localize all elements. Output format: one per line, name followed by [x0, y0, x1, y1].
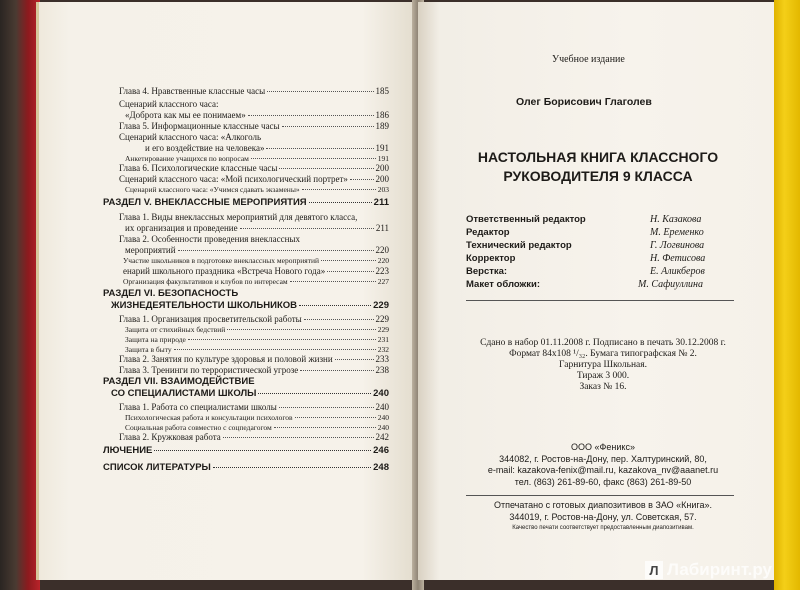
toc-entry: Глава 5. Информационные классные часы 189 — [119, 121, 389, 131]
credit-role: Технический редактор — [466, 240, 572, 251]
toc-entry: Сценарий классного часа: — [119, 99, 219, 109]
colophon-page — [418, 2, 774, 580]
toc-section-heading: СПИСОК ЛИТЕРАТУРЫ 248 — [103, 462, 389, 473]
toc-entry: Защита на природе 231 — [125, 335, 389, 344]
labirint-logo-icon: Л — [645, 561, 663, 579]
credit-name: Г. Логвинова — [650, 240, 705, 251]
divider — [466, 495, 734, 496]
credit-role: Ответственный редактор — [466, 214, 586, 225]
printer-block: Отпечатано с готовых диапозитивов в ЗАО «Книга». 344019, г. Ростов-на-Дону, ул. Советская, 57. Качество печати соответствует предоставленным диапозитивам. — [493, 500, 713, 531]
right-cover-edge — [774, 0, 800, 590]
toc-entry: Сценарий классного часа: «Мой психологический портрет» 200 — [119, 174, 389, 184]
book-title: НАСТОЛЬНАЯ КНИГА КЛАССНОГО РУКОВОДИТЕЛЯ 9 КЛАССА — [477, 149, 719, 184]
toc-entry: Психологическая работа и консультации психологов 240 — [125, 413, 389, 422]
toc-entry: и его воздействие на человека» 191 — [145, 143, 389, 153]
credit-role: Редактор — [466, 227, 510, 238]
credit-name: Н. Казакова — [650, 214, 702, 225]
toc-entry: Глава 2. Занятия по культуре здоровья и половой жизни 233 — [119, 354, 389, 364]
publisher-block: ООО «Феникс» 344082, г. Ростов-на-Дону, пер. Халтуринский, 80, e-mail: kazakova-fenix@mail.ru, kazakova_nv@aaanet.ru тел. (863) 261-89-60, факс (863) 261-89-50 — [487, 442, 719, 487]
toc-section-heading: ЖИЗНЕДЕЯТЕЛЬНОСТИ ШКОЛЬНИКОВ 229 — [111, 300, 389, 311]
toc-section-heading: РАЗДЕЛ V. ВНЕКЛАССНЫЕ МЕРОПРИЯТИЯ 211 — [103, 197, 389, 208]
author-name: Олег Борисович Глаголев — [516, 96, 652, 108]
toc-entry: Глава 2. Кружковая работа 242 — [119, 432, 389, 442]
toc-entry: Защита от стихийных бедствий 229 — [125, 325, 389, 334]
toc-entry: Участие школьников в подготовке внеклассных мероприятий 220 — [123, 256, 389, 265]
toc-entry: их организация и проведение 211 — [125, 223, 389, 233]
edition-label: Учебное издание — [552, 54, 625, 65]
credit-role: Макет обложки: — [466, 279, 541, 290]
toc-section-heading: СО СПЕЦИАЛИСТАМИ ШКОЛЫ 240 — [111, 388, 389, 399]
toc-section-heading: ЛЮЧЕНИЕ 246 — [103, 445, 389, 456]
toc-section-heading: РАЗДЕЛ VI. БЕЗОПАСНОСТЬ — [103, 288, 239, 299]
toc-entry: Глава 1. Виды внеклассных мероприятий для девятого класса, — [119, 212, 358, 222]
watermark-text: Лабиринт.ру — [666, 560, 772, 579]
watermark — [645, 560, 772, 580]
toc-entry: Глава 1. Организация просветительской работы 229 — [119, 314, 389, 324]
credit-name: Н. Фетисова — [650, 253, 706, 264]
toc-entry: Глава 6. Психологические классные часы 200 — [119, 163, 389, 173]
toc-entry: Глава 4. Нравственные классные часы 185 — [119, 86, 389, 96]
credit-name: М. Сафиуллина — [638, 279, 704, 290]
credit-name: М. Еременко — [650, 227, 704, 238]
toc-entry: енарий школьного праздника «Встреча Нового года» 223 — [123, 266, 389, 276]
toc-entry: мероприятий 220 — [125, 245, 389, 255]
toc-entry: Сценарий классного часа: «Учимся сдавать экзамены» 203 — [125, 185, 389, 194]
credit-role: Верстка: — [466, 266, 508, 277]
toc-entry: Глава 1. Работа со специалистами школы 240 — [119, 402, 389, 412]
toc-entry: Глава 2. Особенности проведения внеклассных — [119, 234, 300, 244]
left-cover-edge — [0, 0, 40, 590]
imprint-block: Сдано в набор 01.11.2008 г. Подписано в печать 30.12.2008 г. Формат 84x108 ¹/₃₂. Бумага типографская № 2. Гарнитура Школьная. Тираж 3 000. Заказ № 16. — [480, 338, 726, 392]
toc-entry: Анкетирование учащихся по вопросам 191 — [125, 154, 389, 163]
toc-entry: Защита в быту 232 — [125, 345, 389, 354]
toc-entry: Глава 3. Тренинги по террористической угрозе 238 — [119, 365, 389, 375]
credit-name: Е. Аликберов — [650, 266, 705, 277]
toc-entry: «Доброта как мы ее понимаем» 186 — [125, 110, 389, 120]
toc-section-heading: РАЗДЕЛ VII. ВЗАИМОДЕЙСТВИЕ — [103, 376, 255, 387]
toc-page — [36, 2, 419, 580]
toc-entry: Организация факультативов и клубов по интересам 227 — [123, 277, 389, 286]
credit-role: Корректор — [466, 253, 516, 264]
divider — [466, 300, 734, 301]
toc-entry: Социальная работа совместно с соцпедагогом 240 — [125, 423, 389, 432]
toc-entry: Сценарий классного часа: «Алкоголь — [119, 132, 262, 142]
